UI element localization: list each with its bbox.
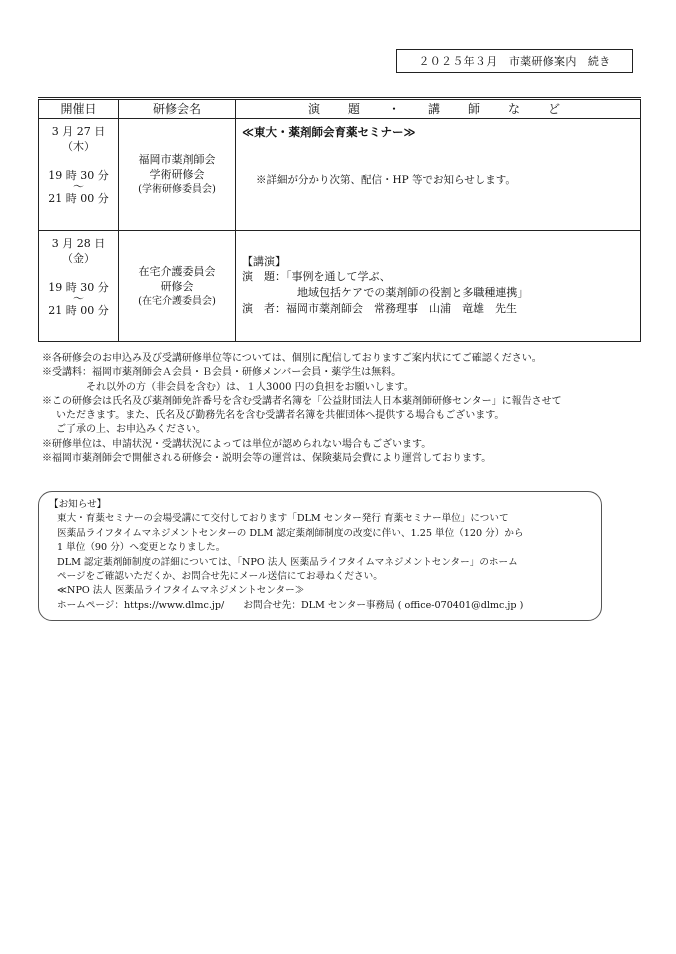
table-row: [39, 231, 641, 342]
date-cell: [39, 231, 119, 342]
topic-cell: [236, 231, 641, 342]
note-line: ご了承の上、お申込みください。: [56, 424, 206, 436]
lecture-topic-line1: 演 題：「事例を通して学ぶ、: [242, 270, 391, 283]
note-line: ※受講料：福岡市薬剤師会Ａ会員・Ｂ会員・研修メンバー会員・薬学生は無料。: [42, 367, 402, 379]
topic-cell: [236, 119, 641, 231]
notice-line: ≪NPO 法人 医薬品ライフタイムマネジメントセンター≫: [57, 585, 305, 597]
event-weekday: （金）: [62, 252, 95, 265]
header-org: 研修会名: [119, 99, 236, 119]
org-committee: (学術研修委員会): [138, 184, 216, 195]
note-line: それ以外の方（非会員を含む）は、１人3000 円の負担をお願いします。: [86, 381, 414, 393]
lecture-speaker: 演 者：福岡市薬剤師会 常務理事 山浦 竜雄 先生: [242, 302, 517, 315]
lecture-topic-line2: 地域包括ケアでの薬剤師の役割と多職種連携」: [242, 286, 529, 299]
note-line: ※この研修会は氏名及び薬剤師免許番号を含む受講者名簿を「公益財団法人日本薬剤師研修センター」に報告させて: [42, 395, 562, 407]
header-date: 開催日: [39, 99, 119, 119]
event-time-tilde: ～: [73, 180, 84, 193]
document-header-box: [396, 49, 633, 73]
seminar-detail-note: ※詳細が分かり次第、配信・HP 等でお知らせします。: [256, 174, 516, 186]
org-session: 学術研修会: [149, 168, 205, 181]
event-time-start: 19 時 30 分: [48, 169, 109, 182]
notice-line: 東大・育薬セミナーの会場受講にて交付しております「DLM センター発行 育薬セミナー単位」について: [57, 513, 509, 525]
note-line: ※各研修会のお申込み及び受講研修単位等については、個別に配信しておりますご案内状にてご確認ください。: [42, 353, 542, 364]
event-time-tilde: ～: [73, 292, 84, 305]
event-time-end: 21 時 00 分: [48, 192, 109, 205]
notice-line: ページをご確認いただくか、お問合せ先にメール送信にてお尋ねください。: [57, 571, 383, 583]
notice-heading: 【お知らせ】: [49, 499, 107, 510]
header-topic: 演 題 ・ 講 師 な ど: [236, 99, 641, 119]
notes-section: [42, 352, 642, 466]
org-cell: [119, 231, 236, 342]
notice-line: 1 単位（90 分）へ変更となりました。: [57, 542, 226, 554]
org-session: 研修会: [160, 279, 194, 293]
org-committee: (在宅介護委員会): [138, 295, 216, 307]
event-date: 3 月 27 日: [51, 125, 106, 138]
org-name: 福岡市薬剤師会: [138, 153, 216, 166]
notice-contact-line: ホームページ：https://www.dlmc.jp/ お問合せ先：DLM センター事務局 ( office-070401@dlmc.jp ): [57, 599, 524, 611]
org-name: 在宅介護委員会: [138, 264, 216, 278]
note-line: いただきます。また、氏名及び勤務先名を含む受講者名簿を共催団体へ提供する場合もございます。: [56, 410, 505, 422]
note-line: ※福岡市薬剤師会で開催される研修会・説明会等の運営は、保険薬局会費により運営しております。: [42, 453, 492, 465]
table-row: [39, 119, 641, 231]
event-date: 3 月 28 日: [51, 237, 106, 250]
notice-line: DLM 認定薬剤師制度の詳細については、「NPO 法人 医薬品ライフタイムマネジメントセンター」のホーム: [57, 556, 518, 568]
document-header-title: ２０２５年３月 市薬研修案内 続き: [418, 55, 611, 68]
org-cell: [119, 119, 236, 231]
notice-line: 医薬品ライフタイムマネジメントセンターの DLM 認定薬剤師制度の改変に伴い、1.25 単位（120 分）から: [57, 527, 524, 539]
event-weekday: （木）: [62, 140, 95, 153]
event-time-end: 21 時 00 分: [48, 304, 109, 317]
schedule-table: [38, 97, 641, 342]
table-header-row: [39, 99, 641, 119]
lecture-label: 【講演】: [242, 255, 286, 268]
date-cell: [39, 119, 119, 231]
note-line: ※研修単位は、申請状況・受講状況によっては単位が認められない場合もございます。: [42, 438, 432, 450]
event-time-start: 19 時 30 分: [48, 281, 109, 294]
notice-box: [38, 491, 602, 621]
seminar-title: ≪東大・薬剤師会育薬セミナー≫: [242, 125, 416, 139]
